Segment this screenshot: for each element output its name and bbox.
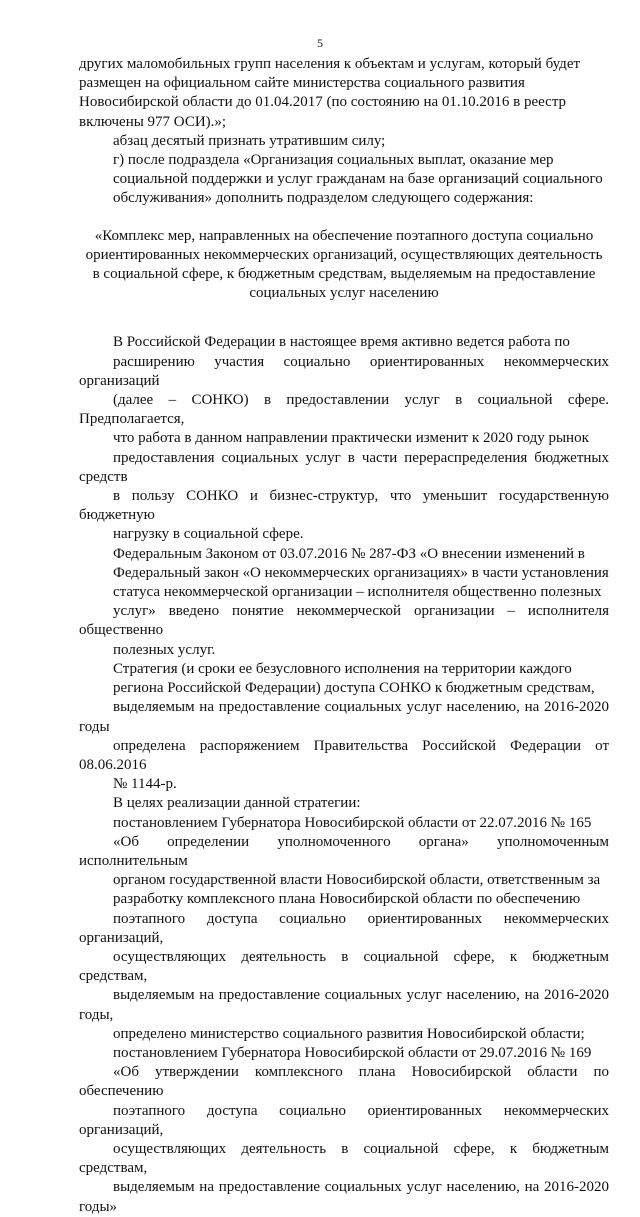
text-line: осуществляющих деятельность в социальной сфере, к бюджетным средствам, [79,948,609,985]
text-line: выделяемым на предоставление социальных услуг населению, на 2016-2020 годы [79,699,609,735]
text-line: В целях реализации данной стратегии: [113,795,361,812]
paragraphs-paragraph [79,55,609,132]
text-line: выделяемым на предоставление социальных услуг населению, на 2016-2020 годы, [79,987,609,1023]
text-line: региона Российской Федерации) доступа СОНКО к бюджетным средствам, [113,680,595,697]
text-line: других маломобильных групп населения к объектам и услугам, который будет [79,56,581,72]
text-line: предоставления социальных услуг в части перераспределения бюджетных средств [79,449,609,485]
text-line: полезных услуг. [113,641,216,658]
text-line: что работа в данном направлении практически изменит к 2020 году рынок [113,430,589,447]
text-line: выделяемым на предоставление социальных услуг населению, на 2016-2020 годы» [79,1179,609,1215]
heading-line: в социальной сфере, к бюджетным средствам, выделяемым на предоставление [92,266,596,283]
intro-block [79,55,609,209]
text-line: разработку комплексного плана Новосибирской области по обеспечению [113,891,581,908]
text-line: определено министерство социального развития Новосибирской области; [113,1025,585,1042]
text-line: социальной поддержки и услуг гражданам на базе организаций социального [113,171,603,188]
text-line: поэтапного доступа социально ориентированных некоммерческих организаций, [79,1102,609,1138]
text-line: Федеральный закон «О некоммерческих организациях» в части установления [113,564,609,581]
text-line: В Российской Федерации в настоящее время активно ведется работа по [113,334,570,351]
paragraphs-paragraph [79,132,609,151]
heading-line: «Комплекс мер, направленных на обеспечение поэтапного доступа социально [94,227,594,244]
text-line: статуса некоммерческой организации – исполнителя общественно полезных [113,584,602,601]
text-line: органом государственной власти Новосибирской области, ответственным за [113,872,601,889]
text-line: постановлением Губернатора Новосибирской области от 22.07.2016 № 165 [113,814,592,831]
text-line: «Об определении уполномоченного органа» уполномоченным исполнительным [79,833,609,869]
sections-paragraph [79,814,609,1044]
text-line: поэтапного доступа социально ориентированных некоммерческих организаций, [79,910,609,946]
main-sections [79,333,609,1216]
text-line: Федеральным Законом от 03.07.2016 № 287-ФЗ «О внесении изменений в [113,545,585,562]
text-line: обслуживания» дополнить подразделом следующего содержания: [113,190,534,207]
text-line: абзац десятый признать утратившим силу; [113,132,386,149]
text-line: в пользу СОНКО и бизнес-структур, что уменьшит государственную бюджетную [79,488,609,524]
heading-line: ориентированных некоммерческих организаций, осуществляющих деятельность [85,246,603,263]
text-line: «Об утверждении комплексного плана Новосибирской области по обеспечению [79,1064,609,1100]
sections-paragraph [79,333,609,544]
text-line: осуществляющих деятельность в социальной сфере, к бюджетным средствам, [79,1140,609,1177]
section-heading [79,227,609,304]
text-line: включены 977 ОСИ).»; [79,113,227,130]
document-body [79,55,609,1217]
text-line: № 1144-р. [113,776,177,793]
sections-paragraph [79,1044,609,1217]
heading-line: социальных услуг населению [249,285,439,302]
text-line: расширению участия социально ориентированных некоммерческих организаций [79,353,609,389]
text-line: размещен на официальном сайте министерства социального развития [79,75,525,92]
text-line: определена распоряжением Правительства Российской Федерации от 08.06.2016 [79,737,609,773]
text-line: (далее – СОНКО) в предоставлении услуг в социальной сфере. Предполагается, [79,392,609,428]
sections-paragraph [79,794,609,813]
page-number: 5 [317,36,323,50]
text-line: постановлением Губернатора Новосибирской области от 29.07.2016 № 169 [113,1044,592,1061]
text-line: услуг» введено понятие некоммерческой организации – исполнителя общественно [79,603,609,639]
text-line: Новосибирской области до 01.04.2017 (по состоянию на 01.10.2016 в реестр [79,94,567,111]
paragraphs-paragraph [79,151,609,209]
text-line: Стратегия (и сроки ее безусловного исполнения на территории каждого [113,660,572,677]
text-line: г) после подраздела «Организация социальных выплат, оказание мер [113,152,554,169]
sections-paragraph [79,660,609,794]
sections-paragraph [79,545,609,660]
text-line: нагрузку в социальной сфере. [113,526,304,543]
